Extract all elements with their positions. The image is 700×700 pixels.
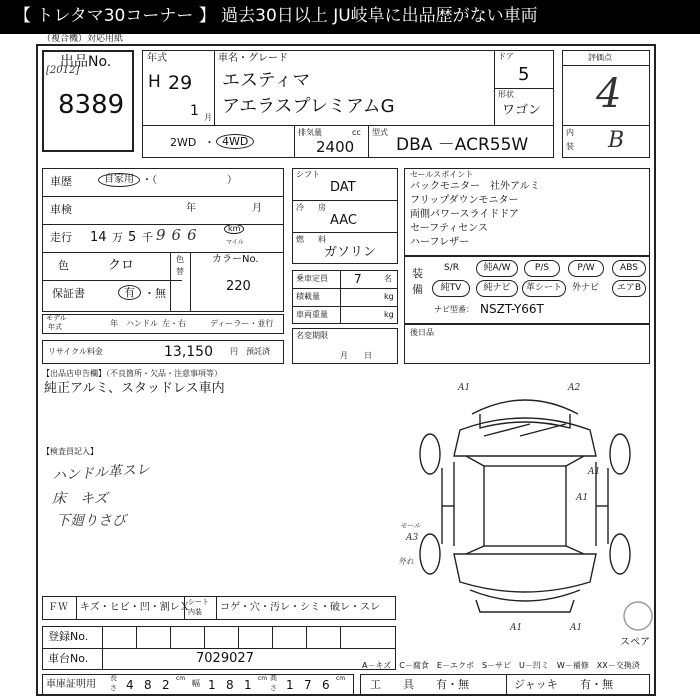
mileage-man: 14 (90, 230, 107, 245)
fuel-value: ガソリン (324, 245, 377, 260)
color-label: 色 (58, 259, 69, 272)
equipment-label-1: 装 (412, 267, 423, 280)
length-cm: cm (176, 675, 186, 682)
year-month: 1 (190, 103, 199, 119)
doors-label: ドア (498, 52, 514, 61)
equip-item: P/S (524, 260, 560, 277)
diagram-mark: A3 (406, 533, 419, 543)
jack-label: ジャッキ (514, 678, 558, 691)
length-label-1: 長 (110, 674, 117, 682)
displacement-value: 2400 (316, 138, 355, 156)
height-digit: 6 (322, 678, 330, 692)
recycle-label: リサイクル料金 (48, 347, 103, 356)
equip-item: エアB (612, 280, 646, 297)
ac-value: AAC (330, 213, 357, 228)
jack-value: 有・無 (580, 678, 613, 691)
vehicle-grade: アエラスプレミアムG (222, 96, 395, 117)
navi-model: NSZT-Y66T (480, 302, 544, 316)
store-notice-text: 純正アルミ、スタッドレス車内 (44, 381, 225, 396)
shift-value: DAT (330, 180, 356, 195)
diagram-mark: モール (400, 522, 421, 530)
year-value: 29 (168, 72, 193, 94)
name-change-label: 名変期限 (296, 331, 328, 340)
sales-point: 両側パワースライドドア (410, 209, 519, 220)
diagram-mark: A1 (458, 383, 471, 393)
width-label: 幅 (192, 679, 200, 688)
fuel-label-2: 料 (318, 235, 326, 244)
sales-label: セールスポイント (410, 170, 474, 179)
model-year-unit: 年 (110, 319, 118, 328)
mileage-mile: マイル (226, 239, 244, 246)
diagram-mark: 外れ (398, 557, 414, 566)
doors-value: 5 (518, 64, 530, 85)
sales-point: フリップダウンモニター (410, 195, 519, 206)
history-rest: ・（ ） (142, 175, 237, 186)
diagram-mark: A1 (576, 493, 589, 503)
seat-label-2: 内装 (188, 608, 202, 616)
recycle-note: 預託済 (246, 347, 270, 356)
drive-4wd: 4WD (216, 134, 254, 149)
equip-item: 純TV (432, 280, 470, 297)
interior-value: B (608, 128, 625, 153)
inspector-label: 【検査員記入】 (42, 447, 98, 456)
inspection-year: 年 (186, 203, 196, 214)
model-year-label-1: モデル (46, 314, 67, 322)
length-label-2: さ (110, 684, 117, 692)
load-label: 積載量 (296, 292, 320, 301)
after-install-label: 後日品 (410, 328, 434, 337)
width-cm: cm (258, 675, 268, 682)
car-damage-diagram (400, 376, 650, 632)
equip-item: 外ナビ (572, 283, 600, 293)
inspection-month: 月 (252, 203, 262, 214)
year-label: 年式 (147, 53, 167, 64)
color-no-label: カラーNo. (212, 254, 259, 265)
ac-label-2: 房 (318, 203, 326, 212)
equip-item: ABS (612, 260, 646, 277)
sales-point: バックモニター 社外アルミ (410, 181, 540, 192)
mileage-man-unit: 万 (112, 231, 123, 244)
length-digit: 2 (162, 678, 170, 692)
inspector-note: 床 キズ (52, 491, 108, 507)
sales-point: セーフティセンス (410, 223, 488, 234)
inspector-note: 下廻りさび (56, 513, 126, 529)
ac-label-1: 冷 (296, 203, 304, 212)
lot-year-tag: [2012] (46, 65, 80, 76)
score-value: 4 (596, 71, 622, 117)
seat-text: コゲ・穴・汚レ・シミ・破レ・スレ (220, 602, 380, 613)
width-digit: 1 (208, 678, 216, 692)
interior-label-2: 装 (566, 142, 574, 151)
after-install-block (404, 324, 650, 364)
width-digit: 1 (244, 678, 252, 692)
length-digit: 4 (126, 678, 134, 692)
diagram-mark: A2 (568, 383, 581, 393)
model-label: 型式 (372, 128, 388, 137)
color-change-2: 替 (176, 267, 184, 276)
weight-unit: kg (384, 310, 394, 319)
mileage-label: 走行 (50, 231, 72, 244)
shape-label: 形状 (498, 90, 514, 99)
chassis-value: 7029027 (196, 651, 254, 666)
code-legend: A－キズ C－腐食 E－エクボ S－サビ U－凹ミ W－補修 XX－交換済 (362, 661, 640, 670)
dealer-label: ディーラー・並行 (210, 319, 274, 328)
store-notice-label: 【出品店申告欄】（不良箇所・欠品・注意事項等） (42, 369, 222, 378)
diagram-mark: A1 (588, 467, 601, 477)
equip-item: S/R (444, 263, 459, 273)
sales-point: ハーフレザー (410, 237, 470, 248)
height-cm: cm (336, 675, 346, 682)
seat-label-1: シート (188, 598, 209, 606)
mileage-km: km (224, 224, 244, 234)
shape-value: ワゴン (502, 103, 542, 118)
equip-item: P/W (568, 260, 604, 277)
equip-item: 革シート (522, 280, 566, 297)
diagram-mark: A1 (510, 623, 523, 633)
cert-label: 車庫証明用 (46, 679, 96, 690)
height-label-1: 高 (270, 674, 277, 682)
color-no: 220 (226, 279, 251, 294)
mileage-handwritten: 966 (156, 226, 203, 244)
vehicle-name: エスティマ (222, 70, 311, 91)
recycle-value: 13,150 (164, 344, 213, 360)
interior-label-1: 内 (566, 128, 574, 137)
fuel-label-1: 燃 (296, 235, 304, 244)
weight-label: 車両重量 (296, 310, 328, 319)
capacity-unit: 名 (384, 274, 392, 283)
tools-value: 有・無 (436, 678, 469, 691)
fw-label: ＦＷ (48, 602, 68, 613)
color-change-1: 色 (176, 255, 184, 264)
diagram-mark: A1 (570, 623, 583, 633)
color-value: クロ (108, 258, 135, 273)
load-unit: kg (384, 292, 394, 301)
handle-value: 左・右 (162, 319, 186, 328)
capacity-value: 7 (354, 272, 362, 286)
height-digit: 7 (304, 678, 312, 692)
spare-label: スペア (620, 637, 650, 648)
height-label-2: さ (270, 684, 277, 692)
form-subtitle: （複合機）対応用紙 (42, 34, 124, 44)
history-label: 車歴 (50, 175, 72, 188)
lot-number: 8389 (58, 90, 125, 120)
drive-sep: ・ (204, 136, 215, 149)
warranty-no: ・無 (144, 287, 166, 300)
displacement-unit: cc (352, 128, 361, 137)
mileage-sen: 5 (128, 230, 137, 245)
height-digit: 1 (286, 678, 294, 692)
mileage-sen-unit: 千 (142, 231, 153, 244)
lot-label: 出品No. (60, 54, 112, 70)
tools-label: 工 具 (370, 678, 414, 691)
reg-label: 登録No. (48, 630, 89, 643)
year-month-unit: 月 (204, 113, 212, 122)
chassis-label: 車台No. (48, 652, 89, 665)
warranty-label: 保証書 (52, 287, 85, 300)
displacement-label: 排気量 (298, 128, 322, 137)
inspector-note: ハンドル革スレ (51, 461, 151, 485)
shift-label: シフト (296, 170, 320, 179)
model-value: DBA －ACR55W (396, 135, 529, 155)
inspection-label: 車検 (50, 203, 72, 216)
score-label: 評価点 (588, 53, 612, 62)
drive-2wd: 2WD (170, 136, 197, 149)
fw-text: キズ・ヒビ・凹・割レＸ (80, 602, 190, 613)
equip-item: 純ナビ (476, 280, 518, 297)
equip-item: 純A/W (476, 260, 518, 277)
width-digit: 8 (226, 678, 234, 692)
history-value: 自家用 (98, 173, 140, 187)
model-year-label-2: 年式 (48, 323, 62, 331)
handle-label: ハンドル (126, 319, 158, 328)
year-era: H (148, 72, 161, 92)
navi-label: ナビ型番： (434, 305, 474, 314)
capacity-label: 乗車定員 (296, 274, 328, 283)
equipment-label-2: 備 (412, 283, 423, 296)
warranty-yes: 有 (118, 285, 141, 300)
banner-text: 【 トレタマ30コーナー 】 過去30日以上 JU岐阜に出品歴がない車両 (14, 6, 538, 26)
name-label: 車名・グレード (218, 53, 288, 64)
length-digit: 8 (144, 678, 152, 692)
name-change-unit: 月 日 (340, 351, 372, 360)
recycle-unit: 円 (230, 347, 238, 356)
